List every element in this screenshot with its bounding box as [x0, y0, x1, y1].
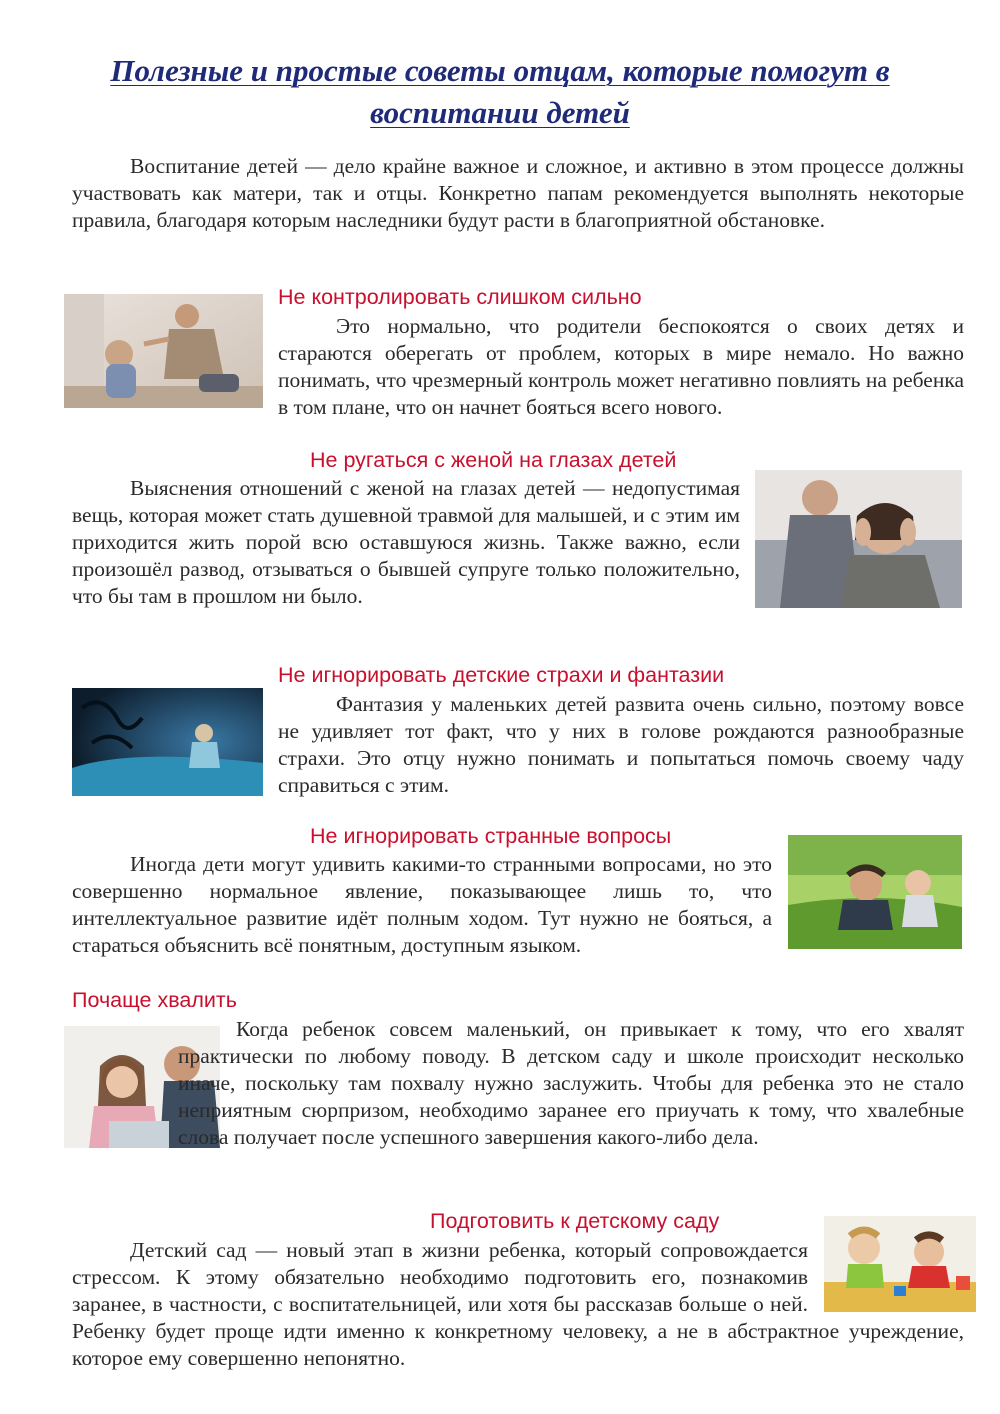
section-heading-2: Не ругаться с женой на глазах детей [310, 448, 677, 472]
section-text-1: Это нормально, что родители беспокоятся о своих детях и стараются оберегать от проблем, которых в мире немало. Но важно понимать, что чрезмерный контроль может негативно повлиять на ребенка в том плане, что он начнет бояться всего нового. [278, 314, 964, 419]
section-text-5: Когда ребенок совсем маленький, он привыкает к тому, что его хвалят практически по любому поводу. В детском саду и школе происходит несколько иначе, поскольку там похвалу нужно заслужить. Чтобы для ребенка это не стало неприятным сюрпризом, необходимо заранее его приучать к тому, что хвалебные слова получает после успешного завершения какого-либо дела. [178, 1017, 964, 1149]
page-title: Полезные и простые советы отцам, которые помогут в воспитании детей [110, 53, 890, 130]
photo-parents-arguing [755, 470, 962, 608]
section-text-4: Иногда дети могут удивить какими-то странными вопросами, но это совершенно нормальное явление, показывающее лишь то, что интеллектуальное развитие идёт полным ходом. Тут нужно не бояться, а стараться объяснить всё понятным, доступным языком. [72, 852, 772, 957]
section-heading-3: Не игнорировать детские страхи и фантазии [278, 663, 725, 687]
photo-father-child-grass [788, 835, 962, 949]
section-text-2: Выяснения отношений с женой на глазах детей — недопустимая вещь, которая может стать душевной травмой для малышей, и с этим им приходится жить порой всю оставшуюся жизнь. Также важно, если произошёл развод, отзываться о бывшей супруге только положительно, что бы там в прошлом ни было. [72, 476, 740, 608]
section-heading-4: Не игнорировать странные вопросы [310, 824, 672, 848]
section-heading-6: Подготовить к детскому саду [430, 1209, 720, 1233]
section-text-3: Фантазия у маленьких детей развита очень сильно, поэтому вовсе не удивляет тот факт, что у них в голове рождаются разнообразные страхи. Это отцу нужно понимать и попытаться помочь своему чаду справиться с этим. [278, 692, 964, 797]
photo-father-scolding-child [64, 294, 263, 408]
intro-paragraph: Воспитание детей — дело крайне важное и сложное, и активно в этом процессе должны участвовать как матери, так и отцы. Конкретно папам рекомендуется выполнять некоторые правила, благодаря которым наследники будут расти в благоприятной обстановке. [72, 154, 964, 232]
photo-child-night-fears [72, 688, 263, 796]
section-heading-5: Почаще хвалить [72, 988, 237, 1012]
section-heading-1: Не контролировать слишком сильно [278, 285, 642, 309]
section-text-6: Детский сад — новый этап в жизни ребенка, который сопровождается стрессом. К этому обязательно необходимо подготовить его, познакомив заранее, в частности, с воспитательницей, или хотя бы рассказав больше о ней. Ребенку будет проще идти именно к конкретному человеку, а не в абстрактное учреждение, которое ему совершенно непонятно. [72, 1238, 964, 1370]
